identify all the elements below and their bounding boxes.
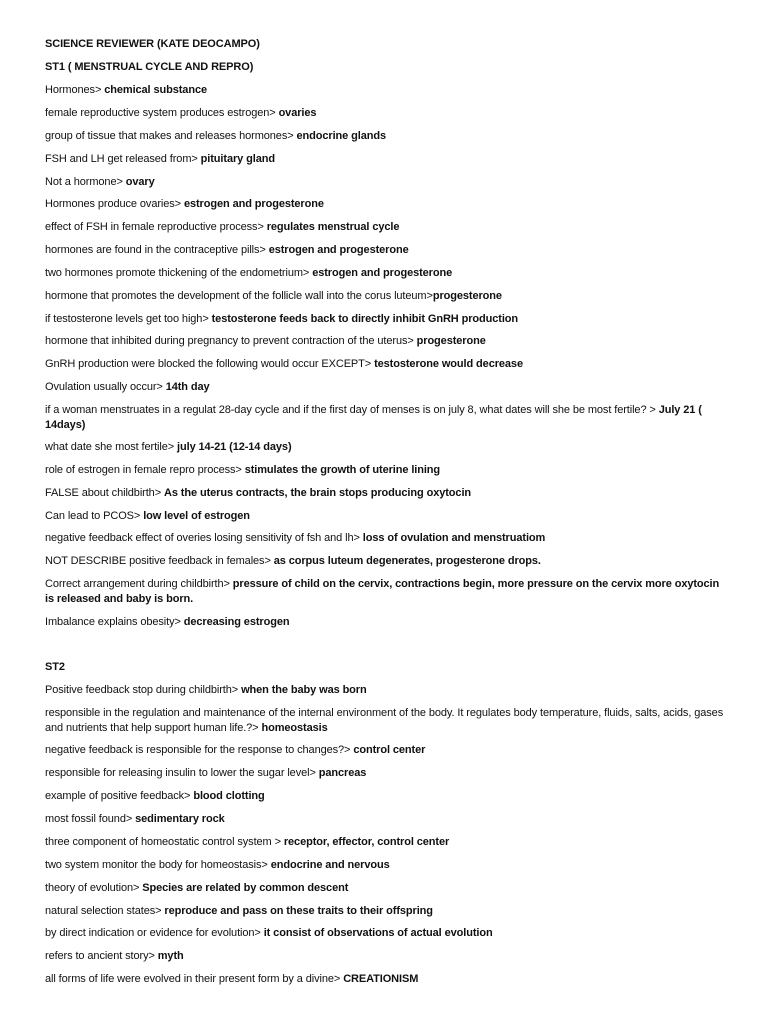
answer-text: reproduce and pass on these traits to their offspring (164, 905, 433, 917)
qa-item (45, 812, 725, 827)
answer-text: CREATIONISM (343, 973, 419, 985)
question-text: Hormones> (45, 84, 105, 96)
answer-text: myth (157, 950, 184, 962)
answer-text: decreasing estrogen (183, 616, 290, 628)
qa-item (45, 615, 725, 630)
question-text: responsible in the regulation and maintenance of the internal environment of the body. It regulates body temperature, fluids, salts, acids, gases and nutrients that help support human life.?> (45, 707, 724, 734)
question-text: Imbalance explains obesity> (45, 616, 184, 628)
question-text: natural selection states> (45, 905, 165, 917)
question-text: two hormones promote thickening of the endometrium> (45, 267, 313, 279)
question-text: FSH and LH get released from> (45, 153, 201, 165)
question-text: theory of evolution> (45, 882, 143, 894)
answer-text: receptor, effector, control center (283, 836, 450, 848)
answer-text: endocrine glands (296, 130, 386, 142)
question-text: Positive feedback stop during childbirth> (45, 684, 242, 696)
answer-text: progesterone (416, 335, 486, 347)
answer-text: endocrine and nervous (270, 859, 390, 871)
qa-item (45, 835, 725, 850)
answer-text: loss of ovulation and menstruatiom (362, 532, 546, 544)
qa-item (45, 926, 725, 941)
answer-text: ovary (125, 176, 155, 188)
qa-item (45, 357, 725, 372)
answer-text: blood clotting (193, 790, 265, 802)
answer-text: control center (353, 744, 426, 756)
qa-item (45, 129, 725, 144)
question-text: example of positive feedback> (45, 790, 194, 802)
answer-text: pressure of child on the cervix, contractions begin, more pressure on the cervix more oxytocin is released and baby is born. (45, 578, 720, 605)
answer-text: 14th day (165, 381, 210, 393)
answer-text: stimulates the growth of uterine lining (244, 464, 441, 476)
question-text: refers to ancient story> (45, 950, 158, 962)
qa-item (45, 972, 725, 987)
qa-item (45, 577, 725, 607)
qa-item (45, 766, 725, 781)
question-text: GnRH production were blocked the following would occur EXCEPT> (45, 358, 375, 370)
answer-text: it consist of observations of actual evolution (263, 927, 493, 939)
question-text: Can lead to PCOS> (45, 510, 144, 522)
question-text: hormones are found in the contraceptive pills> (45, 244, 269, 256)
qa-item (45, 789, 725, 804)
qa-item (45, 334, 725, 349)
question-text: role of estrogen in female repro process> (45, 464, 245, 476)
question-text: if a woman menstruates in a regulat 28-day cycle and if the first day of menses is on july 8, what dates will she be most fertile? > (45, 404, 659, 416)
qa-item (45, 904, 725, 919)
qa-item (45, 706, 725, 736)
answer-text: low level of estrogen (143, 510, 250, 522)
answer-text: as corpus luteum degenerates, progesterone drops. (273, 555, 541, 567)
qa-item (45, 531, 725, 546)
answer-text: estrogen and progesterone (312, 267, 453, 279)
qa-item (45, 554, 725, 569)
answer-text: testosterone feeds back to directly inhibit GnRH production (211, 313, 519, 325)
question-text: by direct indication or evidence for evolution> (45, 927, 264, 939)
answer-text: testosterone would decrease (374, 358, 523, 370)
qa-item (45, 83, 725, 98)
answer-text: ovaries (278, 107, 317, 119)
question-text: Not a hormone> (45, 176, 126, 188)
document-title: SCIENCE REVIEWER (KATE DEOCAMPO) (45, 38, 260, 50)
question-text: group of tissue that makes and releases hormones> (45, 130, 297, 142)
answer-text: sedimentary rock (135, 813, 225, 825)
answer-text: progesterone (432, 290, 502, 302)
question-text: what date she most fertile> (45, 441, 178, 453)
qa-item (45, 743, 725, 758)
question-text: two system monitor the body for homeostasis> (45, 859, 271, 871)
question-text: hormone that inhibited during pregnancy to prevent contraction of the uterus> (45, 335, 417, 347)
qa-item (45, 858, 725, 873)
answer-text: estrogen and progesterone (183, 198, 324, 210)
section-heading-st1: ST1 ( MENSTRUAL CYCLE AND REPRO) (45, 61, 254, 73)
answer-text: Species are related by common descent (142, 882, 349, 894)
answer-text: As the uterus contracts, the brain stops producing oxytocin (163, 487, 472, 499)
qa-item (45, 197, 725, 212)
question-text: FALSE about childbirth> (45, 487, 164, 499)
qa-item (45, 152, 725, 167)
qa-item (45, 220, 725, 235)
question-text: effect of FSH in female reproductive process> (45, 221, 267, 233)
question-text: responsible for releasing insulin to lower the sugar level> (45, 767, 319, 779)
qa-item (45, 463, 725, 478)
qa-item (45, 289, 725, 304)
qa-item (45, 440, 725, 455)
qa-item (45, 403, 725, 433)
question-text: female reproductive system produces estrogen> (45, 107, 279, 119)
question-text: hormone that promotes the development of the follicle wall into the corus luteum> (45, 290, 433, 302)
qa-item (45, 106, 725, 121)
qa-item (45, 881, 725, 896)
answer-text: regulates menstrual cycle (266, 221, 400, 233)
qa-item (45, 949, 725, 964)
question-text: negative feedback effect of overies losing sensitivity of fsh and lh> (45, 532, 363, 544)
answer-text: july 14-21 (12-14 days) (177, 441, 292, 453)
answer-text: pituitary gland (200, 153, 275, 165)
qa-item (45, 175, 725, 190)
answer-text: homeostasis (261, 722, 328, 734)
answer-text: pancreas (318, 767, 367, 779)
qa-item (45, 380, 725, 395)
qa-item (45, 683, 725, 698)
answer-text: estrogen and progesterone (268, 244, 409, 256)
qa-item (45, 509, 725, 524)
question-text: Ovulation usually occur> (45, 381, 166, 393)
question-text: Hormones produce ovaries> (45, 198, 184, 210)
question-text: negative feedback is responsible for the response to changes?> (45, 744, 354, 756)
qa-item (45, 243, 725, 258)
answer-text: when the baby was born (241, 684, 367, 696)
qa-item (45, 312, 725, 327)
answer-text: chemical substance (104, 84, 207, 96)
section-heading-st2: ST2 (45, 661, 65, 673)
qa-item (45, 486, 725, 501)
question-text: all forms of life were evolved in their present form by a divine> (45, 973, 344, 985)
question-text: NOT DESCRIBE positive feedback in females> (45, 555, 274, 567)
answer-text: July 21 ( 14days) (45, 404, 702, 431)
question-text: three component of homeostatic control system > (45, 836, 284, 848)
question-text: Correct arrangement during childbirth> (45, 578, 233, 590)
question-text: most fossil found> (45, 813, 136, 825)
qa-item (45, 266, 725, 281)
question-text: if testosterone levels get too high> (45, 313, 212, 325)
